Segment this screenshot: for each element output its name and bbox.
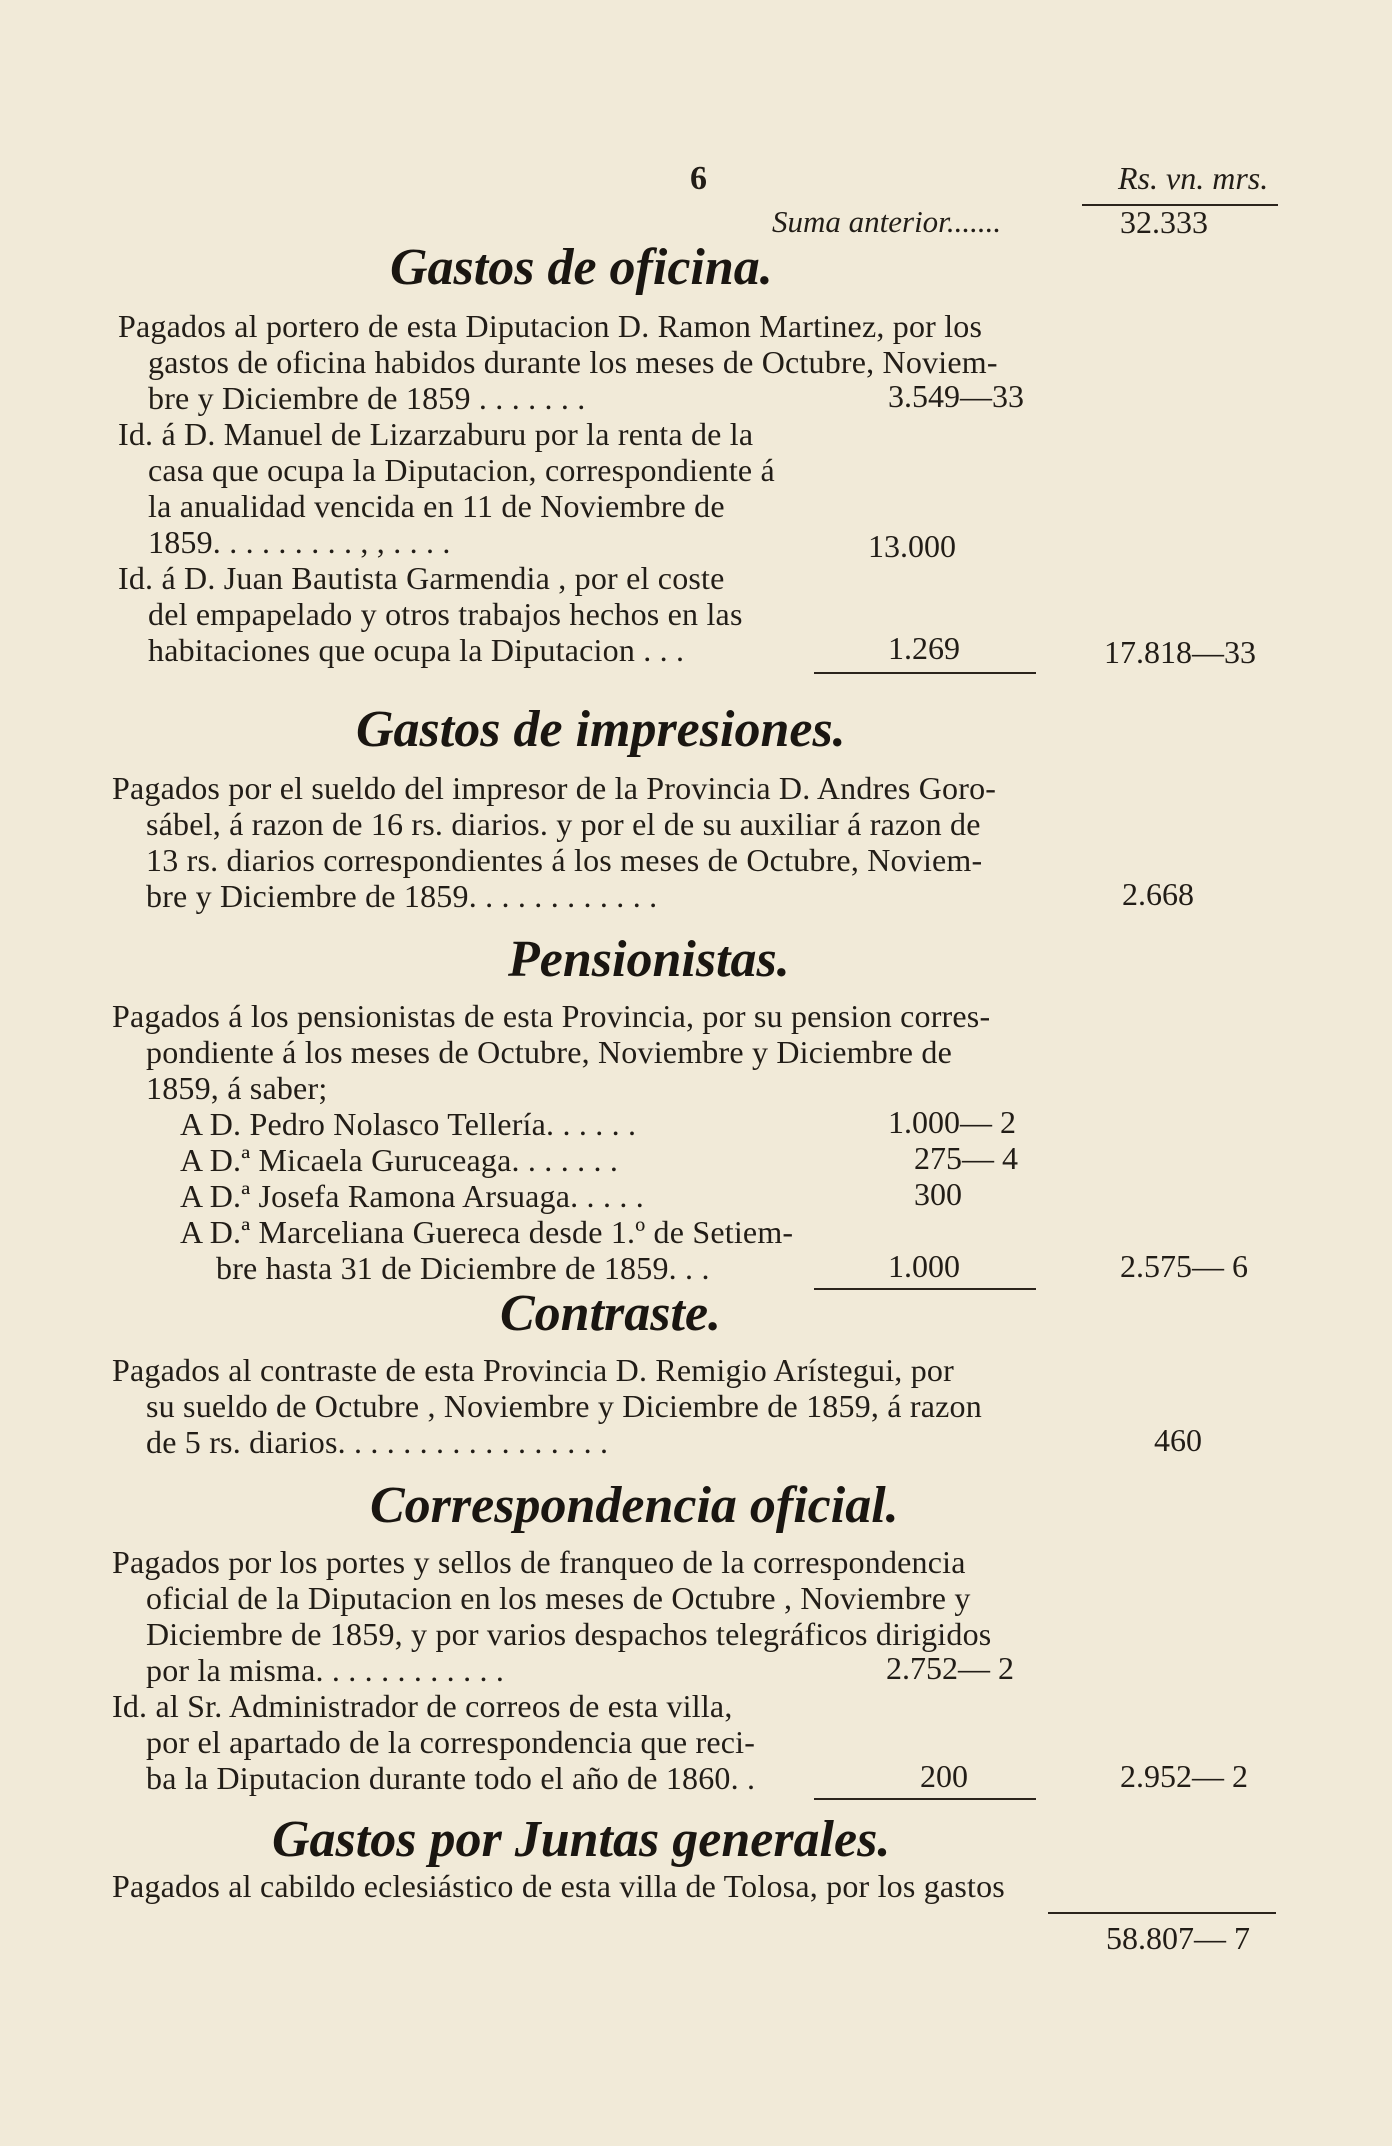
section-title-gastos-oficina: Gastos de oficina. [390,239,773,296]
amount-portero: 3.549—33 [888,378,1024,414]
text-line: Id. al Sr. Administrador de correos de esta villa, [112,1688,733,1724]
text-line: Pagados por el sueldo del impresor de la Provincia D. Andres Goro- [112,770,997,806]
amount-portes: 2.752— 2 [886,1650,1014,1686]
amount-guruceaga: 275— 4 [914,1140,1018,1176]
section-title-correspondencia: Correspondencia oficial. [370,1477,899,1534]
text-line: habitaciones que ocupa la Diputacion . . . [148,632,685,668]
section-title-pensionistas: Pensionistas. [508,931,790,988]
text-line: Diciembre de 1859, y por varios despachos telegráficos dirigidos [146,1616,992,1652]
subtotal-rule [814,1288,1036,1290]
text-line: su sueldo de Octubre , Noviembre y Diciembre de 1859, á razon [146,1388,982,1424]
text-line: sábel, á razon de 16 rs. diarios. y por el de su auxiliar á razon de [146,806,981,842]
grand-total: 58.807— 7 [1106,1920,1250,1956]
total-contraste: 460 [1154,1422,1202,1458]
amount-telleria: 1.000— 2 [888,1104,1016,1140]
text-line: Id. á D. Juan Bautista Garmendia , por el coste [118,560,725,596]
text-line: por el apartado de la correspondencia que reci- [146,1724,756,1760]
text-line: del empapelado y otros trabajos hechos en las [148,596,743,632]
text-line: Pagados á los pensionistas de esta Provincia, por su pension corres- [112,998,991,1034]
text-line: Pagados al contraste de esta Provincia D. Remigio Arístegui, por [112,1352,954,1388]
text-line: 13 rs. diarios correspondientes á los meses de Octubre, Noviem- [146,842,983,878]
text-line: pondiente á los meses de Octubre, Noviembre y Diciembre de [146,1034,953,1070]
section-title-contraste: Contraste. [500,1285,722,1342]
total-gastos-oficina: 17.818—33 [1104,634,1256,670]
text-line: gastos de oficina habidos durante los meses de Octubre, Noviem- [148,344,998,380]
text-line: A D.ª Marceliana Guereca desde 1.º de Setiem- [180,1214,794,1250]
subtotal-rule [814,1798,1036,1800]
text-line: ba la Diputacion durante todo el año de 1860. . [146,1760,756,1796]
text-line: de 5 rs. diarios. . . . . . . . . . . . . . . . . [146,1424,609,1460]
amount-garmendia: 1.269 [888,630,960,666]
total-gastos-impresiones: 2.668 [1122,876,1194,912]
text-line: A D.ª Micaela Guruceaga. . . . . . . [180,1142,619,1178]
text-line: 1859. . . . . . . . . , , . . . . [148,524,451,560]
section-title-juntas-generales: Gastos por Juntas generales. [272,1811,891,1868]
text-line: 1859, á saber; [146,1070,328,1106]
text-line: A D.ª Josefa Ramona Arsuaga. . . . . [180,1178,644,1214]
amount-guereca: 1.000 [888,1248,960,1284]
text-line: casa que ocupa la Diputacion, correspondiente á [148,452,775,488]
text-line: oficial de la Diputacion en los meses de Octubre , Noviembre y [146,1580,971,1616]
text-line: Pagados por los portes y sellos de franqueo de la correspondencia [112,1544,966,1580]
amount-lizarzaburu: 13.000 [868,528,956,564]
text-line: bre hasta 31 de Diciembre de 1859. . . [216,1250,710,1286]
text-line: por la misma. . . . . . . . . . . . [146,1652,505,1688]
text-line: A D. Pedro Nolasco Tellería. . . . . . [180,1106,637,1142]
text-line: bre y Diciembre de 1859 . . . . . . . [148,380,586,416]
total-correspondencia: 2.952— 2 [1120,1758,1248,1794]
suma-anterior-label: Suma anterior....... [772,204,1002,239]
text-line: Pagados al cabildo eclesiástico de esta villa de Tolosa, por los gastos [112,1868,1005,1904]
suma-anterior-value: 32.333 [1120,204,1208,240]
amount-arsuaga: 300 [914,1176,962,1212]
text-line: Pagados al portero de esta Diputacion D. Ramon Martinez, por los [118,308,983,344]
total-pensionistas: 2.575— 6 [1120,1248,1248,1284]
text-line: la anualidad vencida en 11 de Noviembre de [148,488,725,524]
column-header: Rs. vn. mrs. [1118,160,1269,196]
text-line: Id. á D. Manuel de Lizarzaburu por la renta de la [118,416,754,452]
subtotal-rule [814,672,1036,674]
section-title-gastos-impresiones: Gastos de impresiones. [356,701,846,758]
page-number: 6 [690,160,707,197]
amount-apartado: 200 [920,1758,968,1794]
text-line: bre y Diciembre de 1859. . . . . . . . . . . . [146,878,658,914]
grand-total-rule [1048,1912,1276,1914]
